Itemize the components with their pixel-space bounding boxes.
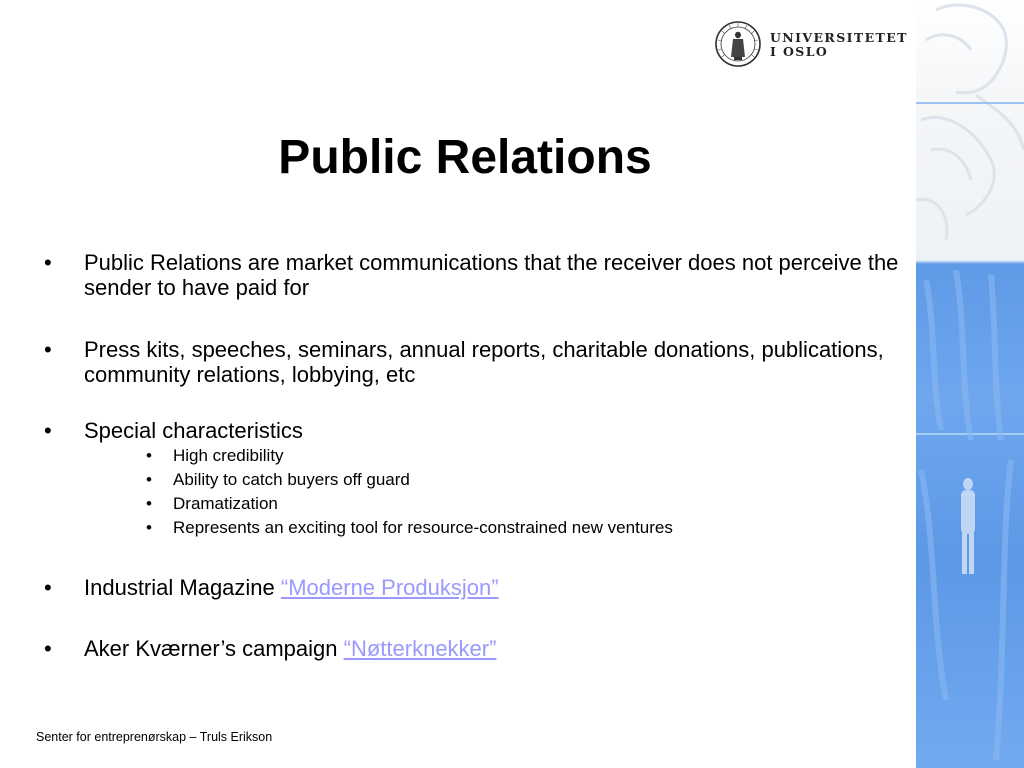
university-name — [770, 31, 908, 59]
sub-bullet-marker: • — [146, 494, 152, 513]
bullet-text: Public Relations are market communications that the receiver does not perceive the sender to have paid for — [84, 250, 899, 300]
bullet-text: Aker Kværner’s campaign — [84, 636, 344, 661]
bullet-item — [44, 636, 904, 661]
bullet-list — [44, 250, 904, 661]
sub-bullet-item — [44, 516, 904, 540]
bullet-marker: • — [44, 337, 52, 362]
sub-bullet-marker: • — [146, 518, 152, 537]
bullet-text: Special characteristics — [84, 418, 303, 443]
sub-bullet-text: Ability to catch buyers off guard — [173, 470, 410, 489]
slide-title: Public Relations — [278, 131, 652, 184]
sub-bullet-item — [44, 492, 904, 516]
sub-bullet-text: Represents an exciting tool for resource-constrained new ventures — [173, 518, 673, 537]
bullet-item — [44, 250, 904, 300]
notterknekker-link[interactable]: “Nøtterknekker” — [343, 636, 497, 661]
decorative-side-panel — [916, 0, 1024, 768]
sub-bullet-item — [44, 468, 904, 492]
sub-bullet-text: Dramatization — [173, 494, 278, 513]
university-seal-icon — [714, 20, 762, 68]
sub-bullet-item — [44, 444, 904, 468]
bullet-text: Industrial Magazine — [84, 575, 281, 600]
bullet-item — [44, 575, 904, 600]
university-logo — [714, 20, 908, 72]
bullet-marker: • — [44, 575, 52, 600]
bullet-text: Press kits, speeches, seminars, annual reports, charitable donations, publications, community relations, lobbying, etc — [84, 337, 884, 387]
side-panel-artwork — [916, 0, 1024, 768]
slide-footer: Senter for entreprenørskap – Truls Erikson — [36, 730, 273, 744]
university-name-line1: UNIVERSITETET — [770, 30, 908, 45]
bullet-item — [44, 337, 904, 387]
sub-bullet-marker: • — [146, 470, 152, 489]
bullet-marker: • — [44, 250, 52, 275]
moderne-produksjon-link[interactable]: “Moderne Produksjon” — [280, 575, 499, 600]
bullet-item — [44, 418, 904, 443]
sub-bullet-list — [44, 444, 904, 540]
university-name-line2: I OSLO — [770, 44, 829, 59]
sub-bullet-marker: • — [146, 446, 152, 465]
bullet-marker: • — [44, 636, 52, 661]
bullet-marker: • — [44, 418, 52, 443]
sub-bullet-text: High credibility — [173, 446, 284, 465]
